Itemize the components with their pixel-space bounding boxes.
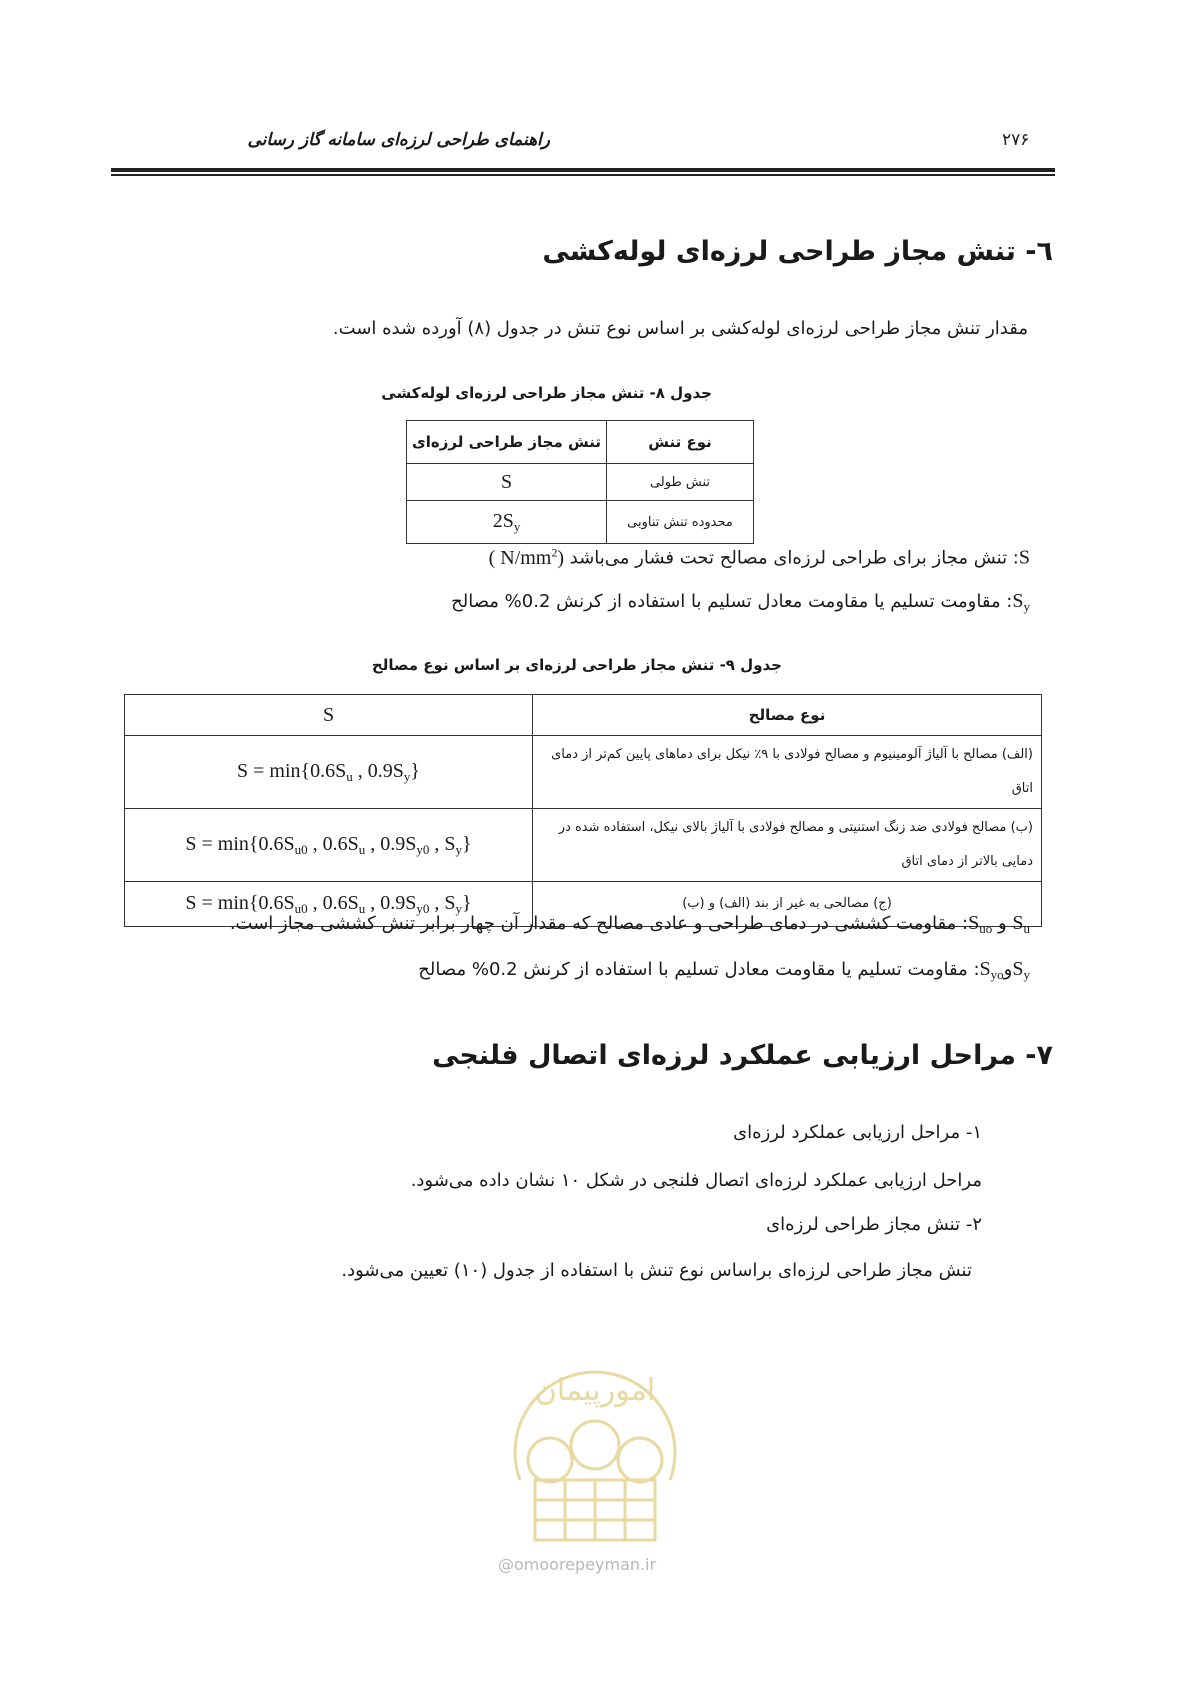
section-7-item-2-title: ۲- تنش مجاز طراحی لرزه‌ای (766, 1214, 982, 1235)
section-6-intro: مقدار تنش مجاز طراحی لرزه‌ای لوله‌کشی بر اساس نوع تنش در جدول (۸) آورده شده است. (332, 318, 1028, 339)
unit-n-mm2: ( $N/mm^2$) (488, 545, 565, 569)
table-9-cell-material: (ج) مصالحی به غیر از بند (الف) و (ب) (533, 882, 1042, 927)
table-row (407, 464, 754, 501)
table-8-cell-type: محدوده تنش تناوبی (607, 501, 754, 544)
table-9-cell-formula: $S = \min\{0.6S_{u0}$ , $0.6S_u$ , $0.9S_{y0}$ , $S_y$} (125, 809, 533, 882)
definition-su (230, 912, 1030, 937)
table-9-caption: جدول ۹- تنش مجاز طراحی لرزه‌ای بر اساس نوع مصالح (371, 656, 782, 674)
table-9-cell-formula: $S = \min\{0.6S_u$ , $0.9S_y$} (125, 736, 533, 809)
definition-s (489, 545, 1030, 570)
definition-sy0-text: : مقاومت تسلیم یا مقاومت معادل تسلیم با استفاده از کرنش 0.2% مصالح (418, 959, 980, 980)
symbol-s: S (1018, 546, 1030, 569)
watermark-logo-text: امورپیمان (534, 1373, 656, 1408)
table-8-header-value: تنش مجاز طراحی لرزه‌ای (407, 421, 607, 464)
symbol-syo: $S_{yo}$ (979, 958, 1004, 982)
table-9-cell-material: (ب) مصالح فولادی ضد زنگ استنیتی و مصالح فولادی با آلیاژ بالای نیکل، استفاده شده در دمایی بالاتر از دمای اتاق (533, 809, 1042, 882)
and-word: و (1003, 959, 1013, 980)
table-row (407, 501, 754, 544)
definition-sy (451, 590, 1030, 615)
table-9-header-s: S (125, 695, 533, 736)
header-rule-thick (111, 168, 1055, 172)
definition-s-text: : تنش مجاز برای طراحی لرزه‌ای مصالح تحت فشار می‌باشد (569, 547, 1019, 569)
table-8-cell-value: S (407, 464, 607, 501)
symbol-su: $S_u$ (1012, 912, 1030, 936)
section-7-item-2-text: تنش مجاز طراحی لرزه‌ای براساس نوع تنش با استفاده از جدول (۱۰) تعیین می‌شود. (341, 1260, 972, 1281)
table-9-cell-material: (الف) مصالح با آلیاژ آلومینیوم و مصالح فولادی با ۹٪ نیکل برای دماهای پایین کم‌تر از دمای اتاق (533, 736, 1042, 809)
watermark-text: @omoorepeyman.ir (498, 1555, 657, 1574)
symbol-sy: $S_y$ (1012, 590, 1030, 614)
watermark-logo (495, 1330, 695, 1550)
table-row (125, 736, 1042, 809)
page-number: ۲۷۶ (1002, 130, 1030, 150)
definition-sy-text: : مقاومت تسلیم یا مقاومت معادل تسلیم با استفاده از کرنش 0.2% مصالح (451, 591, 1013, 612)
table-8-value-main: 2S (492, 509, 514, 532)
table-9 (124, 694, 1042, 927)
running-header-title: راهنمای طراحی لرزه‌ای سامانه گاز رسانی (247, 130, 550, 150)
symbol-sy: $S_y$ (1012, 958, 1030, 982)
table-8 (406, 420, 754, 544)
table-8-caption: جدول ۸- تنش مجاز طراحی لرزه‌ای لوله‌کشی (381, 384, 712, 402)
table-8-cell-value (407, 501, 607, 544)
table-9-header-row (125, 695, 1042, 736)
symbol-suo: $S_{uo}$ (968, 912, 993, 936)
table-row (125, 809, 1042, 882)
section-7-item-1-text: مراحل ارزیابی عملکرد لرزه‌ای اتصال فلنجی در شکل ۱۰ نشان داده می‌شود. (410, 1170, 982, 1191)
table-9-header-material: نوع مصالح (533, 695, 1042, 736)
section-7-item-1-title: ۱- مراحل ارزیابی عملکرد لرزه‌ای (733, 1122, 982, 1143)
table-8-cell-type: تنش طولی (607, 464, 754, 501)
header-rule-thin (111, 174, 1055, 176)
definition-su-text: : مقاومت کششی در دمای طراحی و عادی مصالح که مقدار آن چهار برابر تنش کششی مجاز است. (229, 913, 969, 934)
section-7-heading: ۷- مراحل ارزیابی عملکرد لرزه‌ای اتصال فلنجی (432, 1040, 1053, 1071)
table-8-header-row (407, 421, 754, 464)
and-word: و (997, 913, 1007, 934)
definition-sy-sy0 (418, 958, 1030, 983)
table-8-value-sub: y (513, 518, 521, 534)
section-6-heading: ٦- تنش مجاز طراحی لرزه‌ای لوله‌کشی (542, 236, 1053, 267)
table-9-cell-formula: $S = \min\{0.6S_{u0}$ , $0.6S_u$ , $0.9S_{y0}$ , $S_y$} (125, 882, 533, 927)
table-8-header-type: نوع تنش (607, 421, 754, 464)
